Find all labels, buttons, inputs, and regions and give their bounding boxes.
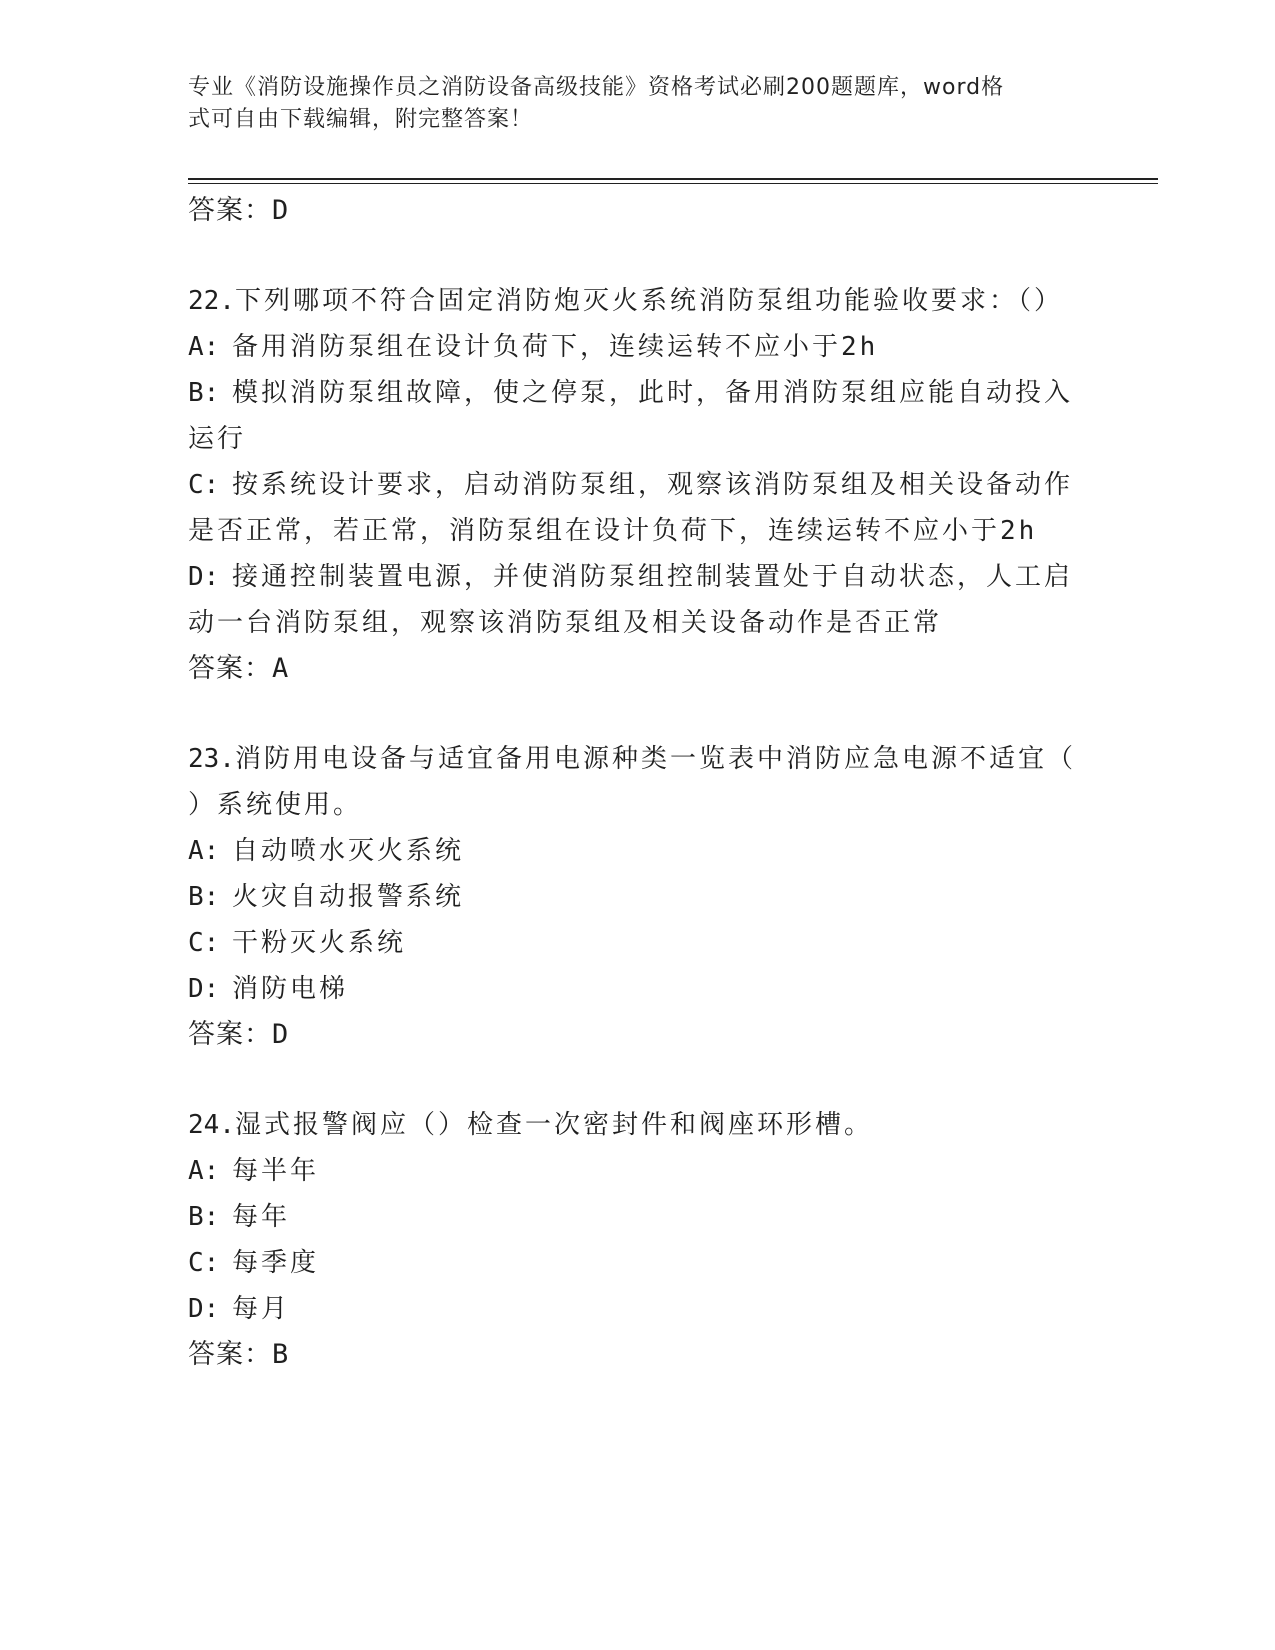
spacer bbox=[188, 1058, 1078, 1102]
option-c bbox=[188, 920, 1078, 966]
spacer bbox=[188, 234, 1078, 278]
option-key: B: bbox=[188, 1202, 220, 1232]
option-text: 自动喷水灭火系统 bbox=[232, 836, 465, 866]
option-d-continuation: 动一台消防泵组，观察该消防泵组及相关设备动作是否正常 bbox=[188, 608, 943, 638]
question-text-line: 下列哪项不符合固定消防炮灭火系统消防泵组功能验收要求：（） bbox=[234, 286, 1063, 316]
option-b bbox=[188, 874, 1078, 920]
header-rule-thin bbox=[188, 183, 1158, 184]
answer-label: 答案： bbox=[188, 653, 272, 684]
question-stem bbox=[188, 736, 1078, 782]
header-rule-thick bbox=[188, 178, 1158, 180]
option-key: D: bbox=[188, 562, 220, 592]
option-a bbox=[188, 828, 1078, 874]
option-key: D: bbox=[188, 974, 220, 1004]
question-answer bbox=[188, 646, 1078, 692]
option-text: 火灾自动报警系统 bbox=[232, 882, 465, 912]
option-text: 每年 bbox=[232, 1202, 291, 1232]
option-key: A: bbox=[188, 836, 220, 866]
spacer bbox=[188, 692, 1078, 736]
option-text: 每月 bbox=[232, 1294, 291, 1324]
question-number: 23. bbox=[188, 744, 235, 774]
document-header bbox=[188, 72, 1068, 136]
question-stem bbox=[188, 1102, 1078, 1148]
question-answer bbox=[188, 1012, 1078, 1058]
option-d bbox=[188, 966, 1078, 1012]
question-23 bbox=[188, 736, 1078, 1058]
document-body bbox=[188, 188, 1078, 1378]
prev-answer bbox=[188, 188, 1078, 234]
question-number: 22. bbox=[188, 286, 235, 316]
question-22 bbox=[188, 278, 1078, 692]
option-a bbox=[188, 324, 1078, 370]
option-text: 消防电梯 bbox=[232, 974, 349, 1004]
answer-label: 答案： bbox=[188, 1339, 272, 1370]
option-key: D: bbox=[188, 1294, 220, 1324]
option-a bbox=[188, 1148, 1078, 1194]
option-key: A: bbox=[188, 332, 220, 362]
option-c-continuation: 是否正常，若正常，消防泵组在设计负荷下，连续运转不应小于2h bbox=[188, 516, 1038, 546]
option-c bbox=[188, 1240, 1078, 1286]
answer-label: 答案： bbox=[188, 1019, 272, 1050]
option-text: 每季度 bbox=[232, 1248, 320, 1278]
option-text: 备用消防泵组在设计负荷下，连续运转不应小于2h bbox=[232, 332, 879, 362]
option-d bbox=[188, 554, 1078, 600]
answer-value: B bbox=[272, 1339, 290, 1370]
header-line-2: 式可自由下载编辑，附完整答案！ bbox=[188, 107, 534, 132]
option-d bbox=[188, 1286, 1078, 1332]
option-key: C: bbox=[188, 1248, 220, 1278]
option-c bbox=[188, 462, 1078, 508]
option-key: B: bbox=[188, 882, 220, 912]
header-line-1: 专业《消防设施操作员之消防设备高级技能》资格考试必刷200题题库，word格 bbox=[188, 75, 1005, 100]
question-stem-continuation: ）系统使用。 bbox=[188, 790, 363, 820]
option-b bbox=[188, 370, 1078, 416]
answer-label: 答案： bbox=[188, 195, 272, 226]
option-text: 干粉灭火系统 bbox=[232, 928, 407, 958]
answer-value: D bbox=[272, 195, 290, 226]
question-stem bbox=[188, 278, 1078, 324]
answer-value: A bbox=[272, 653, 290, 684]
question-answer bbox=[188, 1332, 1078, 1378]
question-text-line: 消防用电设备与适宜备用电源种类一览表中消防应急电源不适宜（ bbox=[234, 744, 1076, 774]
option-key: C: bbox=[188, 470, 220, 500]
option-text: 接通控制装置电源，并使消防泵组控制装置处于自动状态，人工启 bbox=[232, 562, 1074, 592]
answer-value: D bbox=[272, 1019, 290, 1050]
option-key: A: bbox=[188, 1156, 220, 1186]
option-text: 每半年 bbox=[232, 1156, 320, 1186]
question-24 bbox=[188, 1102, 1078, 1378]
option-b bbox=[188, 1194, 1078, 1240]
question-number: 24. bbox=[188, 1110, 235, 1140]
option-text: 模拟消防泵组故障，使之停泵，此时，备用消防泵组应能自动投入 bbox=[232, 378, 1074, 408]
option-b-continuation: 运行 bbox=[188, 424, 247, 454]
option-text: 按系统设计要求，启动消防泵组，观察该消防泵组及相关设备动作 bbox=[232, 470, 1074, 500]
question-text-line: 湿式报警阀应（）检查一次密封件和阀座环形槽。 bbox=[234, 1110, 873, 1140]
option-key: C: bbox=[188, 928, 220, 958]
option-key: B: bbox=[188, 378, 220, 408]
